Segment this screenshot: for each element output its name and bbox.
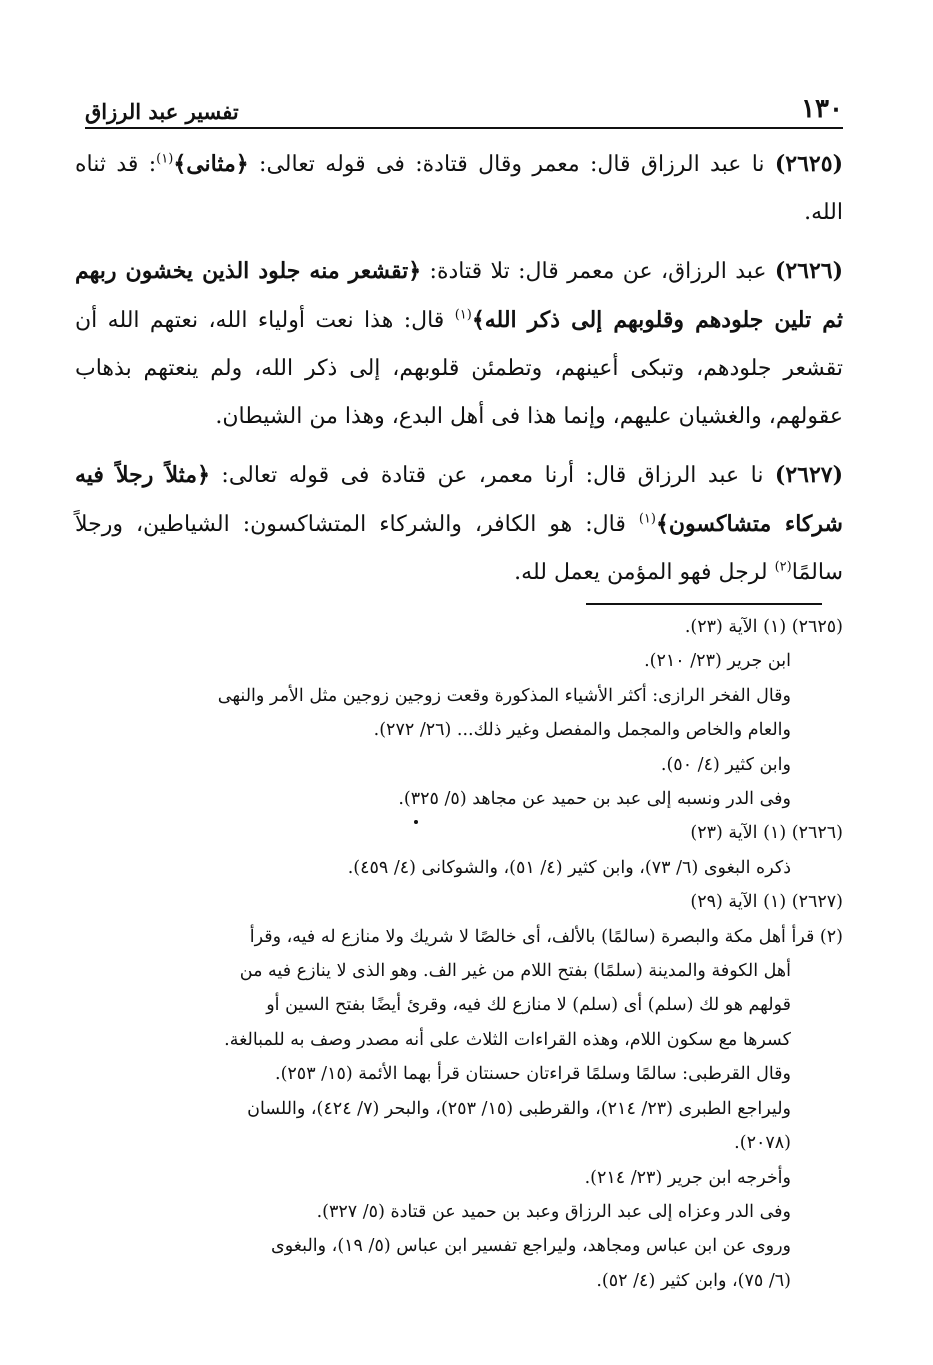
footnote-line: وابن كثير (٤/ ٥٠). xyxy=(660,754,791,775)
entry-text: قال: هو الكافر، والشركاء المتشاكسون: الشياطين، ورجلاً سالمًا xyxy=(75,512,843,585)
footnote-line: (٦/ ٧٥)، وابن كثير (٤/ ٥٢). xyxy=(596,1270,791,1291)
footnote-line: والعام والخاص والمجمل والمفصل وغير ذلك... (٢٦/ ٢٧٢). xyxy=(373,720,791,741)
entry-number: (٢٦٢٧) xyxy=(774,462,843,488)
ink-speck xyxy=(414,820,418,824)
footnote-line: وأخرجه ابن جرير (٢٣/ ٢١٤). xyxy=(584,1167,791,1188)
footnote-line: (٢٦٢٦) (١) الآية (٢٣) xyxy=(690,823,843,844)
footnote-line: وروى عن ابن عباس ومجاهد، وليراجع تفسير ابن عباس (٥/ ١٩)، والبغوى xyxy=(271,1236,791,1257)
footnote-line: (٢٦٢٥) (١) الآية (٢٣). xyxy=(684,617,843,637)
footnote-ref: (١) xyxy=(454,307,472,323)
footnote-line: وفى الدر ونسبه إلى عبد بن حميد عن مجاهد (٥/ ٣٢٥). xyxy=(398,789,791,810)
entry-text: عبد الرزاق، عن معمر قال: تلا قتادة: xyxy=(421,259,775,284)
header-rule xyxy=(85,127,843,129)
footnote-line: أهل الكوفة والمدينة (سلمًا) بفتح اللام من غير الف. وهو الذى لا ينازع فيه من xyxy=(239,961,791,982)
footnotes xyxy=(75,610,843,1298)
entry-2626 xyxy=(75,247,843,441)
main-text xyxy=(75,140,843,607)
entry-text: نا عبد الرزاق قال: معمر وقال قتادة: فى قوله تعالى: xyxy=(248,152,775,177)
footnote-line: ابن جرير (٢٣/ ٢١٠). xyxy=(644,651,791,672)
footnote-ref: (١) xyxy=(638,511,656,527)
footnote-ref: (١) xyxy=(156,151,174,167)
entry-text: : قد ثناه الله. xyxy=(75,152,843,225)
running-header xyxy=(85,84,843,124)
footnote-line: وليراجع الطبرى (٢٣/ ٢١٤)، والقرطبى (١٥/ ٢٥٣)، والبحر (٧/ ٤٢٤)، واللسان xyxy=(247,1098,791,1119)
entry-text: نا عبد الرزاق قال: أرنا معمر، عن قتادة فى قوله تعالى: xyxy=(209,463,775,488)
footnote-line: وقال القرطبى: سالمًا وسلمًا قراءتان حسنتان قرأ بهما الأئمة (١٥/ ٢٥٣). xyxy=(275,1064,791,1085)
footnote-line: وفى الدر وعزاه إلى عبد الرزاق وعبد بن حميد عن قتادة (٥/ ٣٢٧). xyxy=(316,1201,791,1222)
entry-number: (٢٦٢٦) xyxy=(774,258,843,284)
footnote-line: ذكره البغوى (٦/ ٧٣)، وابن كثير (٤/ ٥١)، والشوكانى (٤/ ٤٥٩). xyxy=(347,857,791,878)
footnote-line: (٢٦٢٧) (١) الآية (٢٩) xyxy=(690,892,843,913)
footnote-line: (٢) قرأ أهل مكة والبصرة (سالمًا) بالألف، أى خالصًا لا شريك ولا منازع له فيه، وقرأ xyxy=(249,926,843,947)
footnote-line: قولهم هو لك (سلم) أى (سلم) لا منازع لك فيه، وقرئ أيضًا بفتح السين أو xyxy=(266,995,791,1016)
quran-quote: ﴿مثلاً رجلاً فيه شركاء متشاكسون﴾ xyxy=(75,462,843,537)
quran-quote: ﴿مثانى﴾ xyxy=(173,151,249,177)
footnote-ref: (٢) xyxy=(774,559,792,575)
page-number: ١٣٠ xyxy=(801,94,843,124)
book-title: تفسير عبد الرزاق xyxy=(85,99,239,124)
footnote-rule xyxy=(586,603,822,605)
entry-number: (٢٦٢٥) xyxy=(774,151,843,177)
footnote-line: (٢٠٧٨). xyxy=(734,1133,791,1154)
quran-quote: ﴿تقشعر منه جلود الذين يخشون ربهم ثم تلين جلودهم وقلوبهم إلى ذكر الله﴾ xyxy=(75,258,844,333)
entry-text: لرجل فهو المؤمن يعمل لله. xyxy=(514,560,775,585)
entry-2627 xyxy=(75,451,843,597)
footnote-line: كسرها مع سكون اللام، وهذه القراءات الثلاث على أنه مصدر وصف به للمبالغة. xyxy=(224,1029,791,1050)
entry-text: قال: هذا نعت أولياء الله، نعتهم الله أن تقشعر جلودهم، وتبكى أعينهم، وتطمئن قلوبهم، إلى ذكر الله، ولم ينعتهم بذهاب عقولهم، والغشيان عليهم، وإنما هذا فى أهل البدع، وهذا من الشيطان. xyxy=(75,308,843,429)
entry-2625 xyxy=(75,140,843,237)
footnote-line: وقال الفخر الرازى: أكثر الأشياء المذكورة وقعت زوجين زوجين مثل الأمر والنهى xyxy=(217,685,791,706)
